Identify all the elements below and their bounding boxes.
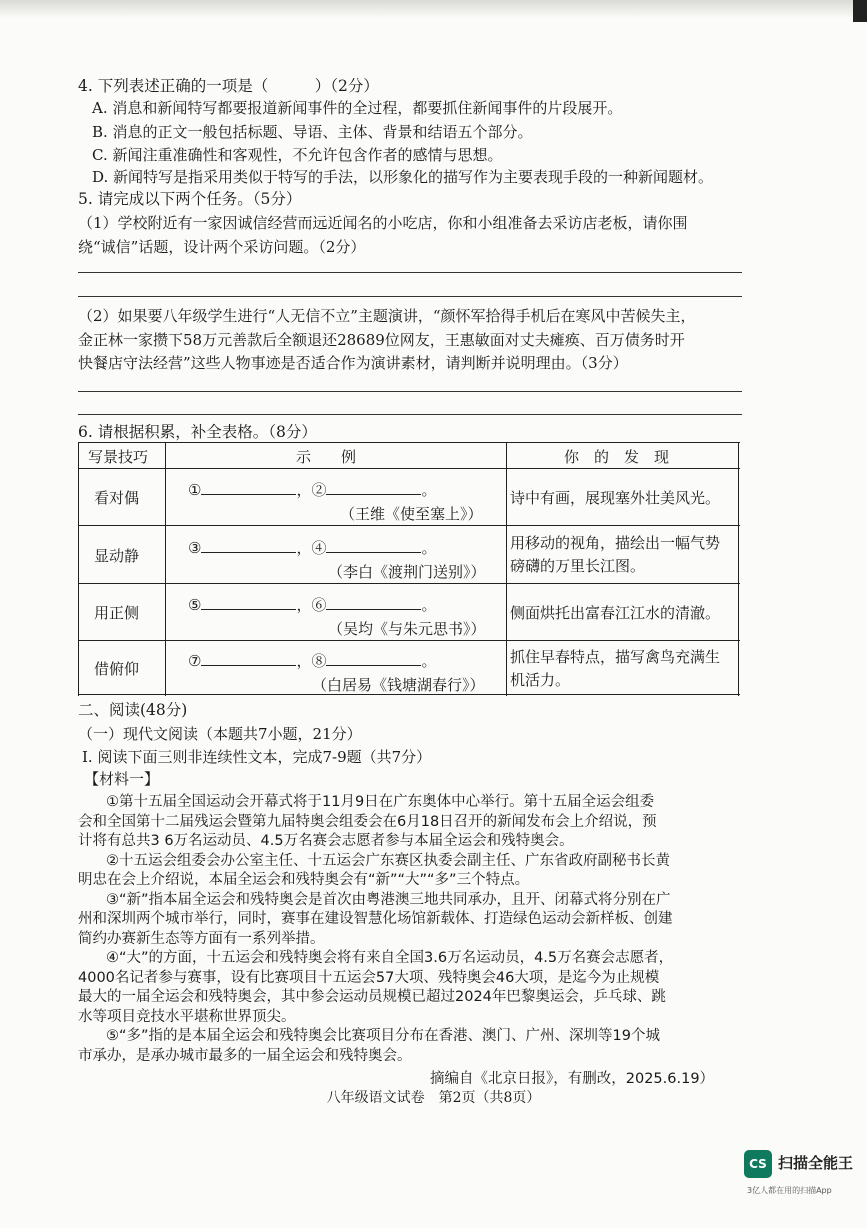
answer-line — [78, 296, 742, 297]
answer-line — [78, 272, 742, 273]
table-row-finding: 用移动的视角，描绘出一幅气势 — [510, 534, 721, 552]
table-row-source: （王维《使至塞上》） — [340, 505, 483, 523]
paragraph-line: 会和全国第十二届残运会暨第九届特奥会组委会在6月18日召开的新闻发布会上介绍说，预 — [78, 813, 657, 830]
table-header-technique: 写景技巧 — [88, 448, 149, 466]
table-row-technique: 看对偶 — [94, 489, 140, 507]
paragraph-line: 明忠在会上介绍说，本届全运会和残特奥会有“新”“大”“多”三个特点。 — [78, 872, 530, 888]
q5-part1-line1: （1）学校附近有一家因诚信经营而远近闻名的小吃店，你和小组准备去采访店老板，请你围 — [78, 214, 688, 232]
answer-line — [78, 414, 742, 415]
table-header-finding: 你 的 发 现 — [564, 448, 670, 466]
table-row-source: （李白《渡荆门送别》） — [328, 563, 486, 581]
table-row-source: （白居易《钱塘湖春行》） — [312, 676, 485, 694]
table-row-finding: 磅礴的万里长江图。 — [510, 557, 646, 575]
table-row-finding: 机活力。 — [510, 671, 571, 689]
table-row-source: （吴均《与朱元思书》） — [328, 620, 486, 638]
fill-table — [78, 442, 740, 696]
table-row-blanks: ① ，② 。 — [188, 481, 437, 499]
paragraph-line: 水等项目竞技水平堪称世界顶尖。 — [78, 1008, 296, 1025]
table-row-finding: 抓住早春特点，描写禽鸟充满生 — [510, 648, 721, 666]
paragraph-line: 市承办，是承办城市最多的一届全运会和残特奥会。 — [78, 1047, 412, 1064]
q4-option-d: D. 新闻特写是指采用类似于特写的手法，以形象化的描写作为主要表现手段的一种新闻题材。 — [92, 168, 714, 186]
q5-part1-line2: 绕“诚信”话题，设计两个采访问题。（2分） — [78, 238, 366, 256]
camscanner-tagline: 3亿人都在用的扫描App — [747, 1186, 832, 1195]
paragraph-line: ④“大”的方面，十五运会和残特奥会将有来自全国3.6万名运动员，4.5万名赛会志愿者， — [106, 950, 674, 966]
paragraph-line: 4000名记者参与赛事，设有比赛项目十五运会57大项、残特奥会46大项，是迄今为止规模 — [78, 969, 660, 986]
table-row-technique: 借俯仰 — [94, 660, 140, 678]
part-title: Ⅰ. 阅读下面三则非连续性文本，完成7-9题（共7分） — [82, 748, 432, 766]
table-row-blanks: ③ ，④ 。 — [188, 539, 437, 557]
table-row-blanks: ⑤ ，⑥ 。 — [188, 596, 437, 614]
paragraph-line: ①第十五届全国运动会开幕式将于11月9日在广东奥体中心举行。第十五届全运会组委 — [106, 794, 655, 810]
material-label: 【材料一】 — [84, 770, 160, 788]
paragraph-line: 计将有总共3 6万名运动员、4.5万名赛会志愿者参与本届全运会和残特奥会。 — [78, 833, 574, 849]
section-title: 二、阅读(48分) — [78, 701, 188, 719]
camscanner-logo: CS — [744, 1150, 772, 1178]
table-row-technique: 显动静 — [94, 547, 140, 565]
table-header-example: 示 例 — [296, 448, 357, 466]
q5-stem: 5. 请完成以下两个任务。（5分） — [78, 190, 302, 208]
subsection-title: （一）现代文阅读（本题共7小题，21分） — [78, 725, 362, 743]
table-row-finding: 侧面烘托出富春江江水的清澈。 — [510, 604, 721, 622]
paragraph-line: 州和深圳两个城市举行，同时，赛事在建设智慧化场馆新载体、打造绿色运动会新样板、创建 — [78, 911, 673, 927]
paragraph-line: 最大的一届全运会和残特奥会，其中参会运动员规模已超过2024年巴黎奥运会，乒乓球、跳 — [78, 989, 666, 1005]
paragraph-line: ③“新”指本届全运会和残特奥会是首次由粤港澳三地共同承办，且开、闭幕式将分别在广 — [106, 891, 671, 908]
table-row-finding: 诗中有画，展现塞外壮美风光。 — [510, 489, 721, 507]
table-row-technique: 用正侧 — [94, 604, 140, 622]
page-footer: 八年级语文试卷 第2页（共8页） — [326, 1090, 541, 1106]
answer-line — [78, 391, 742, 392]
corner-mark — [853, 0, 867, 22]
q4-option-b: B. 消息的正文一般包括标题、导语、主体、背景和结语五个部分。 — [92, 123, 533, 141]
q4-option-c: C. 新闻注重准确性和客观性，不允许包含作者的感情与思想。 — [92, 146, 503, 164]
q5-part2-line1: （2）如果要八年级学生进行“人无信不立”主题演讲，“颜怀军拾得手机后在寒风中苦候失主， — [78, 307, 696, 325]
table-row-blanks: ⑦ ，⑧ 。 — [188, 652, 437, 670]
paragraph-line: ⑤“多”指的是本届全运会和残特奥会比赛项目分布在香港、澳门、广州、深圳等19个城 — [106, 1028, 660, 1044]
q4-option-a: A. 消息和新闻特写都要报道新闻事件的全过程，都要抓住新闻事件的片段展开。 — [92, 99, 623, 117]
q6-stem: 6. 请根据积累，补全表格。（8分） — [78, 423, 317, 441]
q5-part2-line2: 金正林一家攒下58万元善款后全额退还28689位网友，王惠敏面对丈夫瘫痪、百万债务时开 — [78, 331, 685, 349]
paragraph-line: ②十五运会组委会办公室主任、十五运会广东赛区执委会副主任、广东省政府副秘书长黄 — [106, 852, 670, 869]
scan-edge — [0, 0, 867, 18]
source-attribution: 摘编自《北京日报》，有删改，2025.6.19） — [430, 1071, 715, 1087]
q5-part2-line3: 快餐店守法经营”这些人物事迹是否适合作为演讲素材，请判断并说明理由。（3分） — [78, 354, 628, 372]
q4-stem: 4. 下列表述正确的一项是（ ）（2分） — [78, 77, 379, 95]
camscanner-name: 扫描全能王 — [778, 1154, 854, 1172]
paragraph-line: 简约办赛新生态等方面有一系列举措。 — [78, 930, 325, 947]
